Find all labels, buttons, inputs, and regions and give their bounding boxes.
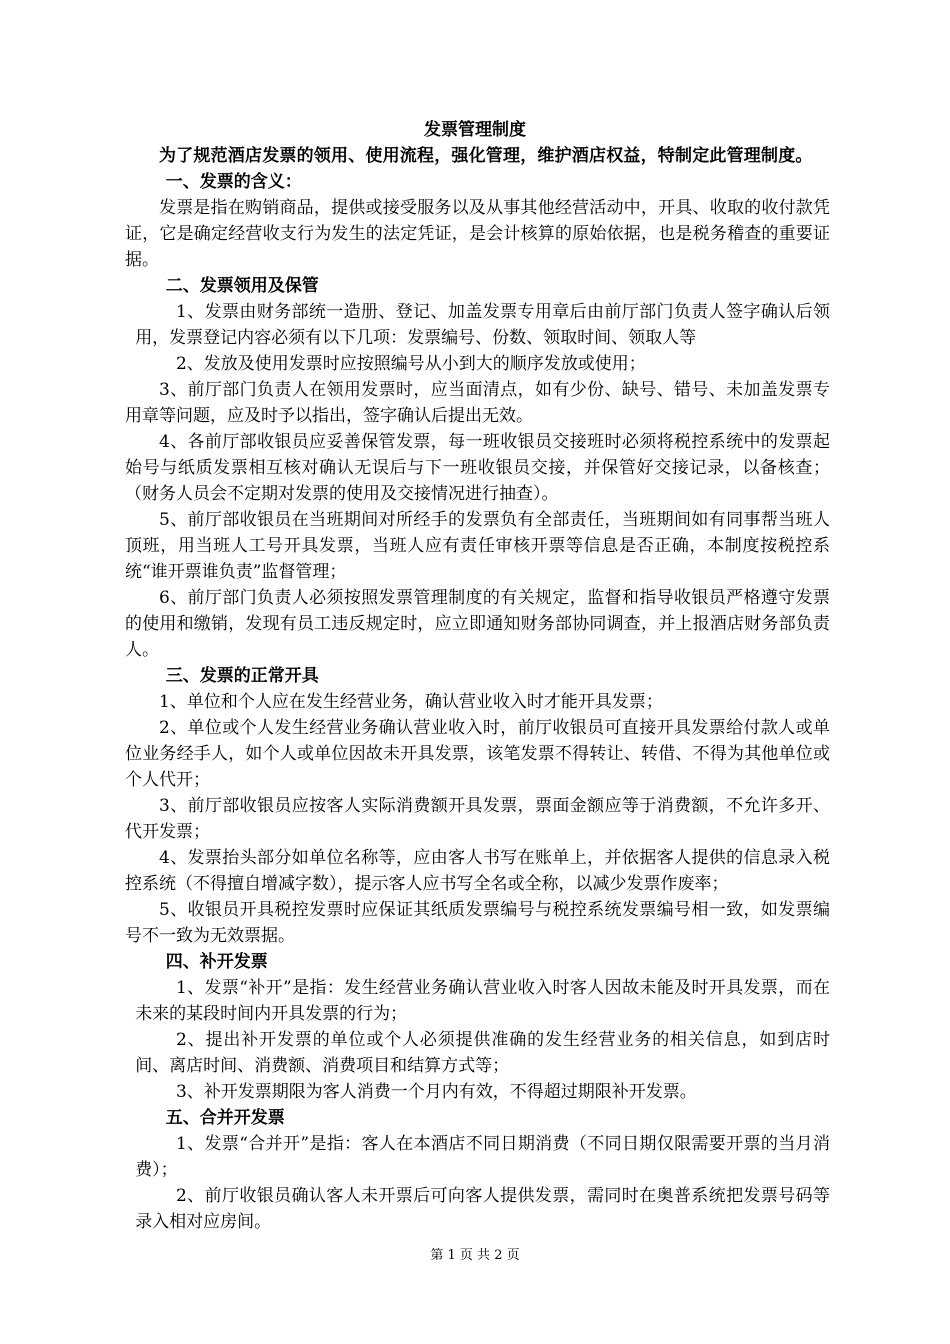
intro-paragraph: 为了规范酒店发票的领用、使用流程，强化管理，维护酒店权益，特制定此管理制度。 [159,146,813,166]
document-body [125,143,830,1235]
section-2-paragraph-6: 6、前厅部门负责人必须按照发票管理制度的有关规定，监督和指导收银员严格遵守发票的使用和缴销，发现有员工违反规定时，应立即通知财务部协同调查，并上报酒店财务部负责人。 [125,588,830,660]
section-4-paragraph-3: 3、补开发票期限为客人消费一个月内有效，不得超过期限补开发票。 [175,1082,697,1102]
section-heading-3: 三、发票的正常开具 [165,666,319,686]
section-5-paragraph-1: 1、发票“合并开”是指：客人在本酒店不同日期消费（不同日期仅限需要开票的当月消费）； [135,1134,830,1180]
document-title: 发票管理制度 [424,120,526,140]
section-heading-4: 四、补开发票 [165,952,268,972]
section-2-paragraph-3: 3、前厅部门负责人在领用发票时，应当面清点，如有少份、缺号、错号、未加盖发票专用章等问题，应及时予以指出，签字确认后提出无效。 [125,380,830,426]
section-2-paragraph-4: 4、各前厅部收银员应妥善保管发票，每一班收银员交接班时必须将税控系统中的发票起始号与纸质发票相互核对确认无误后与下一班收银员交接，并保管好交接记录，以备核查；（财务人员会不定期对发票的使用及交接情况进行抽查）。 [125,432,830,504]
section-2-paragraph-5: 5、前厅部收银员在当班期间对所经手的发票负有全部责任，当班期间如有同事帮当班人顶班，用当班人工号开具发票，当班人应有责任审核开票等信息是否正确，本制度按税控系统“谁开票谁负责”监督管理； [125,510,830,582]
section-3-paragraph-3: 3、前厅部收银员应按客人实际消费额开具发票，票面金额应等于消费额，不允许多开、代开发票； [125,796,830,842]
section-3-paragraph-2: 2、单位或个人发生经营业务确认营业收入时，前厅收银员可直接开具发票给付款人或单位业务经手人，如个人或单位因故未开具发票，该笔发票不得转让、转借、不得为其他单位或个人代开； [125,718,830,790]
section-2-paragraph-1: 1、发票由财务部统一造册、登记、加盖发票专用章后由前厅部门负责人签字确认后领用，发票登记内容必须有以下几项：发票编号、份数、领取时间、领取人等 [135,302,830,348]
section-4-paragraph-2: 2、提出补开发票的单位或个人必须提供准确的发生经营业务的相关信息，如到店时间、离店时间、消费额、消费项目和结算方式等； [135,1030,830,1076]
section-heading-1: 一、发票的含义： [165,172,302,192]
section-5-paragraph-2: 2、前厅收银员确认客人未开票后可向客人提供发票，需同时在奥普系统把发票号码等录入相对应房间。 [135,1186,830,1232]
section-1-paragraph-1: 发票是指在购销商品，提供或接受服务以及从事其他经营活动中，开具、收取的收付款凭证，它是确定经营收支行为发生的法定凭证，是会计核算的原始依据，也是税务稽查的重要证据。 [125,198,830,270]
section-heading-2: 二、发票领用及保管 [165,276,319,296]
page-number-footer: 第 1 页 共 2 页 [430,1248,520,1263]
section-3-paragraph-4: 4、发票抬头部分如单位名称等，应由客人书写在账单上，并依据客人提供的信息录入税控系统（不得擅自增减字数），提示客人应书写全名或全称，以减少发票作废率； [125,848,830,894]
section-4-paragraph-1: 1、发票“补开”是指：发生经营业务确认营业收入时客人因故未能及时开具发票，而在未来的某段时间内开具发票的行为； [135,978,830,1024]
section-3-paragraph-1: 1、单位和个人应在发生经营业务，确认营业收入时才能开具发票； [159,692,663,712]
section-2-paragraph-2: 2、发放及使用发票时应按照编号从小到大的顺序发放或使用； [175,354,646,374]
section-3-paragraph-5: 5、收银员开具税控发票时应保证其纸质发票编号与税控系统发票编号相一致，如发票编号不一致为无效票据。 [125,900,830,946]
section-heading-5: 五、合并开发票 [165,1108,285,1128]
